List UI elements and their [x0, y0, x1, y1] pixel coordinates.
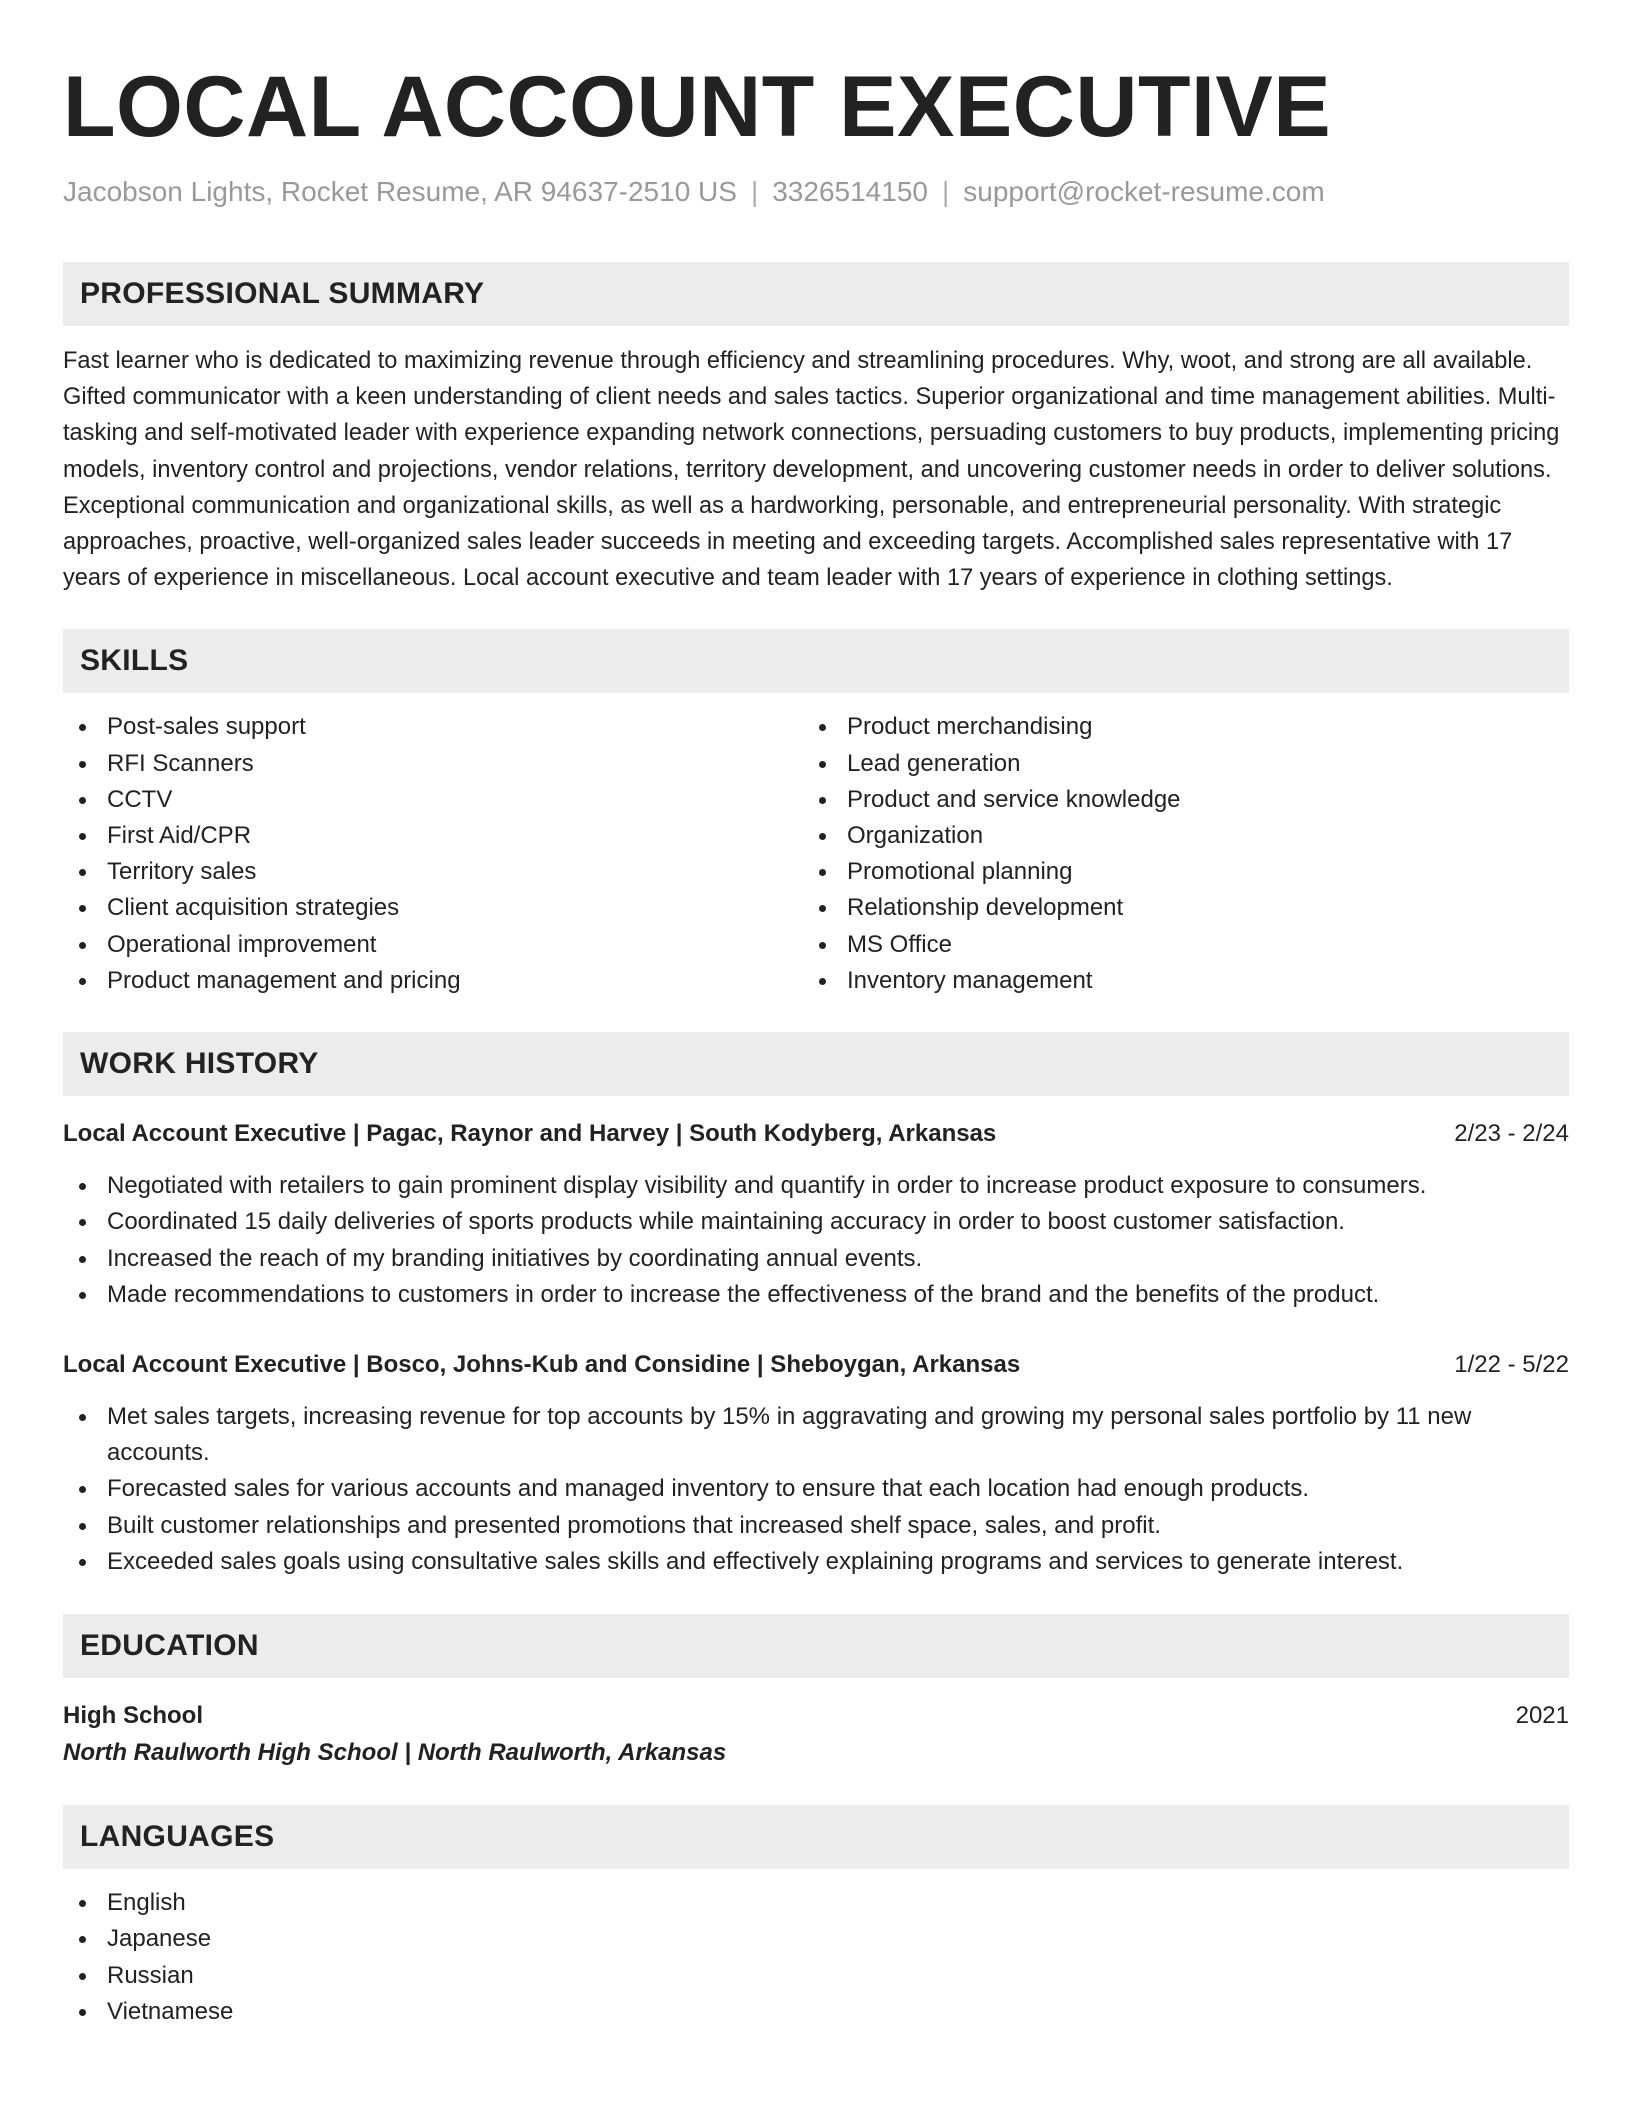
education-school: North Raulworth High School | North Raulworth, Arkansas — [63, 1738, 727, 1766]
job-bullet: Met sales targets, increasing revenue for top accounts by 15% in aggravating and growing my personal sales portfolio by 11 new accounts. — [63, 1399, 1569, 1472]
skill-item: RFI Scanners — [63, 746, 803, 782]
work-history-section — [63, 1032, 1569, 1581]
skills-list-left — [63, 709, 803, 999]
skills-section — [63, 629, 1569, 999]
summary-text: Fast learner who is dedicated to maximizing revenue through efficiency and streamlining procedures. Why, woot, and strong are all available. Gifted communicator with a keen understanding of client needs and sales tactics. Superior organizational and time management abilities. Multi-tasking and self-motivated leader with experience expanding network connections, persuading customers to buy products, implementing pricing models, inventory control and projections, vendor relations, territory development, and uncovering customer needs in order to deliver solutions. Exceptional communication and organizational skills, as well as a hardworking, personable, and entrepreneurial personality. With strategic approaches, proactive, well-organized sales leader succeeds in meeting and exceeding targets. Accomplished sales representative with 17 years of experience in miscellaneous. Local account executive and team leader with 17 years of experience in clothing settings. — [63, 348, 1560, 592]
section-title-languages: LANGUAGES — [63, 1805, 1569, 1869]
job-header — [63, 1116, 1569, 1152]
skill-item: Client acquisition strategies — [63, 890, 803, 926]
contact-address: Jacobson Lights, Rocket Resume, AR 94637-2510 US — [63, 176, 737, 207]
skill-item: Lead generation — [803, 746, 1543, 782]
skill-item: Inventory management — [803, 963, 1543, 999]
skills-column-left — [63, 709, 803, 999]
skill-item: MS Office — [803, 927, 1543, 963]
job-heading: Local Account Executive | Bosco, Johns-Kub and Considine | Sheboygan, Arkansas — [63, 1350, 1021, 1378]
job-entry — [63, 1116, 1569, 1314]
job-dates: 2/23 - 2/24 — [1454, 1120, 1569, 1148]
skill-item: Territory sales — [63, 854, 803, 890]
skill-item: Organization — [803, 818, 1543, 854]
language-item: Japanese — [63, 1921, 1569, 1957]
skill-item: Product and service knowledge — [803, 782, 1543, 818]
skill-item: Product management and pricing — [63, 963, 803, 999]
skill-item: Product merchandising — [803, 709, 1543, 745]
section-title-summary: PROFESSIONAL SUMMARY — [63, 262, 1569, 326]
education-degree: High School — [63, 1701, 203, 1729]
language-item: Vietnamese — [63, 1994, 1569, 2030]
job-bullet: Made recommendations to customers in order to increase the effectiveness of the brand and the benefits of the product. — [63, 1277, 1569, 1313]
job-entry — [63, 1347, 1569, 1581]
job-bullets — [63, 1399, 1569, 1581]
job-bullet: Forecasted sales for various accounts and managed inventory to ensure that each location had enough products. — [63, 1471, 1569, 1507]
job-bullet: Exceeded sales goals using consultative sales skills and effectively explaining programs and services to generate interest. — [63, 1544, 1569, 1580]
education-year: 2021 — [1515, 1701, 1569, 1729]
languages-section — [63, 1805, 1569, 2031]
skill-item: Promotional planning — [803, 854, 1543, 890]
job-dates: 1/22 - 5/22 — [1454, 1350, 1569, 1378]
skills-list-right — [803, 709, 1543, 999]
job-bullet: Coordinated 15 daily deliveries of sports products while maintaining accuracy in order to boost customer satisfaction. — [63, 1204, 1569, 1240]
skill-item: First Aid/CPR — [63, 818, 803, 854]
skill-item: Operational improvement — [63, 927, 803, 963]
skill-item: Relationship development — [803, 890, 1543, 926]
section-title-work-history: WORK HISTORY — [63, 1032, 1569, 1096]
skills-grid — [63, 709, 1569, 999]
languages-list — [63, 1885, 1569, 2031]
education-entry — [63, 1698, 1569, 1772]
resume-name: LOCAL ACCOUNT EXECUTIVE — [63, 59, 1332, 155]
section-title-skills: SKILLS — [63, 629, 1569, 693]
contact-phone: 3326514150 — [772, 176, 928, 207]
skills-column-right — [803, 709, 1543, 999]
contact-separator: | — [941, 176, 950, 207]
education-section — [63, 1614, 1569, 1772]
skill-item: Post-sales support — [63, 709, 803, 745]
job-header — [63, 1347, 1569, 1383]
contact-email: support@rocket-resume.com — [963, 176, 1325, 207]
summary-section — [63, 262, 1569, 596]
skill-item: CCTV — [63, 782, 803, 818]
contact-separator: | — [750, 176, 759, 207]
job-bullet: Built customer relationships and presented promotions that increased shelf space, sales, and profit. — [63, 1508, 1569, 1544]
language-item: Russian — [63, 1958, 1569, 1994]
job-bullets — [63, 1168, 1569, 1314]
section-title-education: EDUCATION — [63, 1614, 1569, 1678]
language-item: English — [63, 1885, 1569, 1921]
contact-line — [63, 174, 1569, 210]
job-bullet: Increased the reach of my branding initiatives by coordinating annual events. — [63, 1241, 1569, 1277]
education-header — [63, 1698, 1569, 1734]
job-bullet: Negotiated with retailers to gain prominent display visibility and quantify in order to increase product exposure to consumers. — [63, 1168, 1569, 1204]
job-heading: Local Account Executive | Pagac, Raynor and Harvey | South Kodyberg, Arkansas — [63, 1120, 997, 1148]
